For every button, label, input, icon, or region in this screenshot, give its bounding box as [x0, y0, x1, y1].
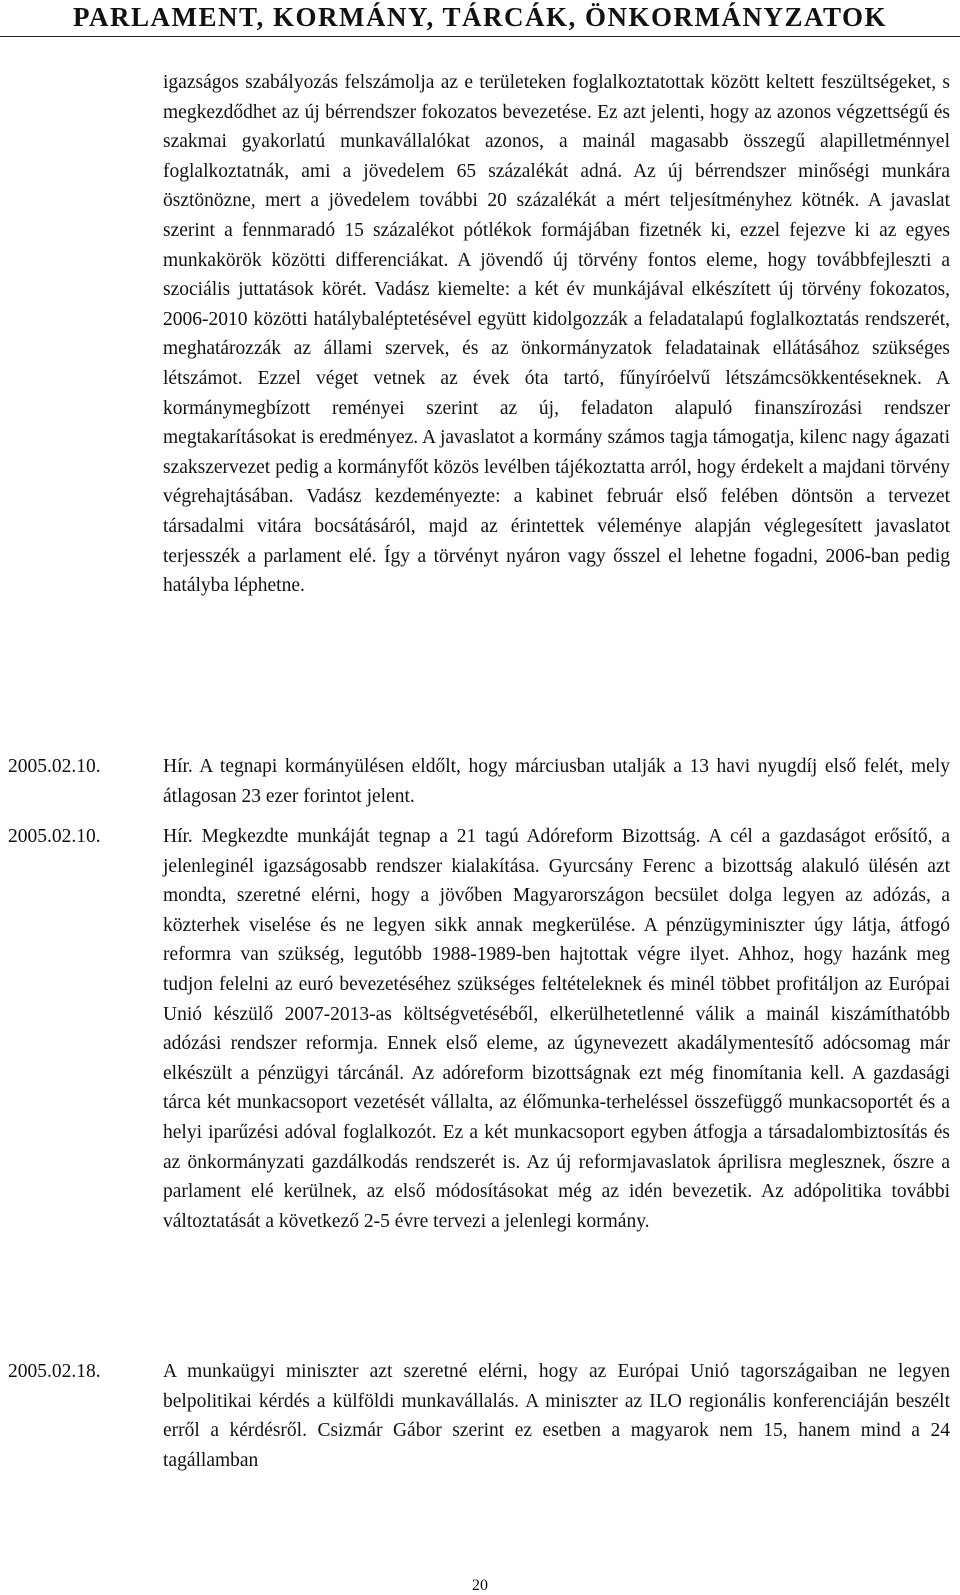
entry-date: 2005.02.10. [8, 826, 101, 847]
entry-text: igazságos szabályozás felszámolja az e területeken foglalkoztatottak között keltett feszültségeket, s megkezdődhet az új bérrendszer fokozatos bevezetése. Ez azt jelenti, hogy az azonos végzettségű és szakmai gyakorlatú munkavállalókat azonos, a mainál magasabb összegű alapilletménnyel foglalkoztatnák, ami a jövedelem 65 százalékát adná. Az új bérrendszer minőségi munkára ösztönözne, mert a jövedelem további 20 százalékát a mért teljesítményhez kötnék. A javaslat szerint a fennmaradó 15 százalékot pótlékok formájában fizetnék ki, ezzel fejezve ki az egyes munkakörök közötti differenciákat. A jövendő új törvény fontos eleme, hogy továbbfejleszti a szociális juttatások körét. Vadász kiemelte: a két év munkájával elkészített új törvény fokozatos, 2006-2010 közötti hatálybaléptetésével együtt kidolgozzák a feladatalapú foglalkoztatás rendszerét, meghatározzák az állami szervek, és az önkormányzatok feladatainak ellátásához szükséges létszámot. Ezzel véget vetnek az évek óta tartó, fűnyíróelvű létszámcsökkentéseknek. A kormánymegbízott reményei szerint az új, feladaton alapuló finanszírozási rendszer megtakarításokat is eredményez. A javaslatot a kormány számos tagja támogatja, kilenc nagy ágazati szakszervezet pedig a kormányfőt közös levélben tájékoztatta arról, hogy érdekelt a majdani törvény végrehajtásában. Vadász kezdeményezte: a kabinet február első felében döntsön a tervezet társadalmi vitára bocsátásáról, majd az érintettek véleménye alapján véglegesített javaslatot terjesszék a parlament elé. Így a törvényt nyáron vagy ősszel el lehetne fogadni, 2006-ban pedig hatályba léphetne. [163, 72, 950, 597]
entry-date: 2005.02.10. [8, 756, 101, 777]
running-header: PARLAMENT, KORMÁNY, TÁRCÁK, ÖNKORMÁNYZATOK [72, 2, 888, 32]
entry-date: 2005.02.18. [8, 1361, 101, 1382]
entry-text: A munkaügyi miniszter azt szeretné elérni, hogy az Európai Unió tagországaiban ne legyen belpolitikai kérdés a külföldi munkavállalás. A miniszter az ILO regionális konferenciáján beszélt erről a kérdésről. Csizmár Gábor szerint ez esetben a magyarok nem 15, hanem mind a 24 tagállamban [163, 1361, 950, 1471]
entry-text: Hír. A tegnapi kormányülésen eldőlt, hogy márciusban utalják a 13 havi nyugdíj első felét, mely átlagosan 23 ezer forintot jelent. [163, 756, 950, 807]
header-divider [0, 36, 960, 37]
page-number: 20 [472, 1577, 488, 1594]
entry-text: Hír. Megkezdte munkáját tegnap a 21 tagú Adóreform Bizottság. A cél a gazdaságot erősítő, a jelenleginél igazságosabb rendszer kialakítása. Gyurcsány Ferenc a bizottság alakuló ülésén azt mondta, szeretné elérni, hogy a jövőben Magyarországon becsület dolga legyen az adózás, a közterhek viselése és ne legyen sikk annak megkerülése. A pénzügyminiszter úgy látja, átfogó reformra van szükség, legutóbb 1988-1989-ben hajtottak végre ilyet. Ahhoz, hogy hazánk meg tudjon felelni az euró bevezetéséhez szükséges feltételeknek és minél többet profitáljon az Európai Unió készülő 2007-2013-as költségvetéséből, elkerülhetetlenné válik a mainál kiszámíthatóbb adózási rendszer reformja. Ennek első eleme, az úgynevezett akadálymentesítő adócsomag már elkészült a pénzügyi tárcánál. Az adóreform bizottságnak ezt még finomítania kell. A gazdasági tárca két munkacsoport vezetését vállalta, az élőmunka-terheléssel összefüggő munkacsoportét és a helyi iparűzési adóval foglalkozót. Ez a két munkacsoport egyben átfogja a társadalombiztosítás és az önkormányzati gazdálkodás rendszerét is. Az új reformjavaslatok áprilisra meglesznek, őszre a parlament elé kerülnek, az első módosításokat még az idén bevezetik. Az adópolitika további változtatását a következő 2-5 évre tervezi a jelenlegi kormány. [163, 826, 950, 1232]
